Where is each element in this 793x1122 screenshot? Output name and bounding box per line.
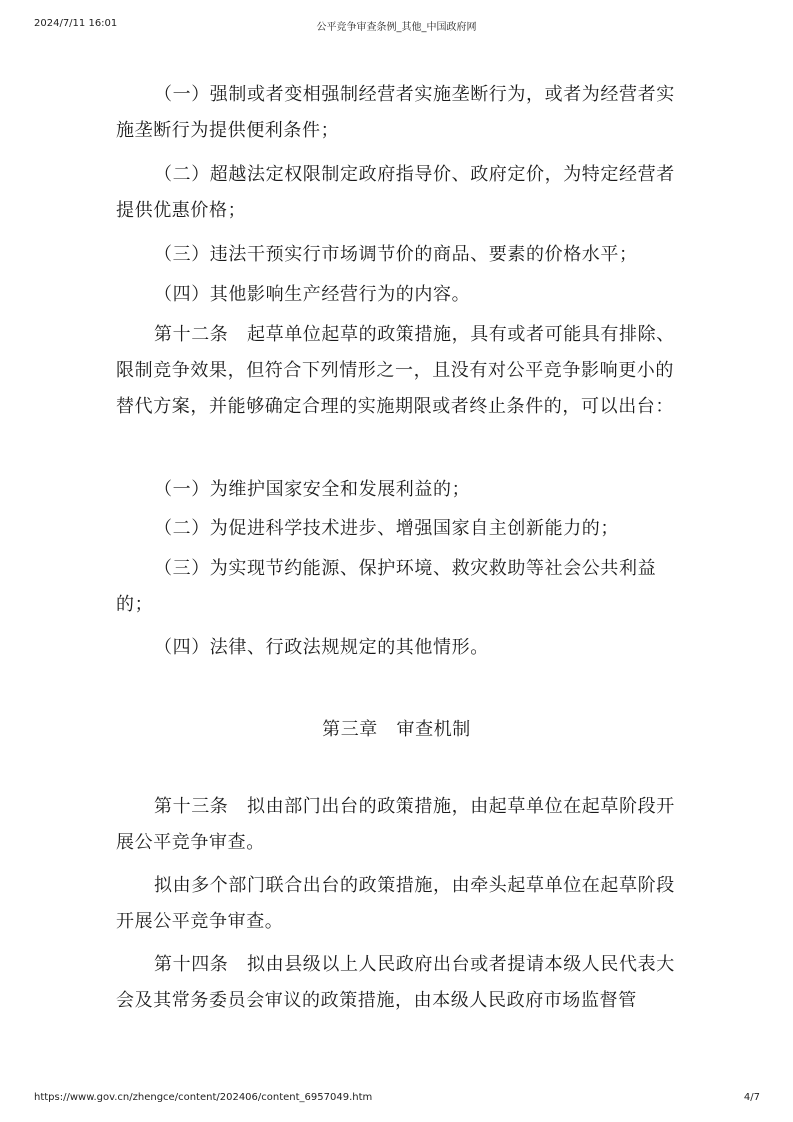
paragraph-item-4: （四）其他影响生产经营行为的内容。	[154, 284, 471, 305]
chapter-heading: 第三章 审查机制	[322, 719, 471, 740]
page-number: 4/7	[743, 1092, 760, 1103]
article-13: 第十三条 拟由部门出台的政策措施，由起草单位在起草阶段开展公平竞争审查。	[116, 796, 675, 853]
paragraph-item-3: （三）违法干预实行市场调节价的商品、要素的价格水平；	[154, 244, 638, 265]
print-datetime: 2024/7/11 16:01	[34, 18, 118, 29]
article-14: 第十四条 拟由县级以上人民政府出台或者提请本级人民代表大会及其常务委员会审议的政策措施，由本级人民政府市场监督管	[116, 954, 675, 1011]
article-13-paragraph-2: 拟由多个部门联合出台的政策措施，由牵头起草单位在起草阶段开展公平竞争审查。	[116, 875, 675, 932]
page-title: 公平竞争审查条例_其他_中国政府网	[316, 22, 477, 33]
page-url: https://www.gov.cn/zhengce/content/202406/content_6957049.htm	[34, 1092, 373, 1103]
paragraph-case-2: （二）为促进科学技术进步、增强国家自主创新能力的；	[154, 518, 619, 539]
paragraph-case-3: （三）为实现节约能源、保护环境、救灾救助等社会公共利益的；	[116, 558, 657, 615]
article-12: 第十二条 起草单位起草的政策措施，具有或者可能具有排除、限制竞争效果，但符合下列情形之一，且没有对公平竞争影响更小的替代方案，并能够确定合理的实施期限或者终止条件的，可以出台：	[116, 324, 675, 417]
paragraph-item-1: （一）强制或者变相强制经营者实施垄断行为，或者为经营者实施垄断行为提供便利条件；	[116, 84, 675, 141]
paragraph-item-2: （二）超越法定权限制定政府指导价、政府定价，为特定经营者提供优惠价格；	[116, 164, 675, 221]
paragraph-case-4: （四）法律、行政法规规定的其他情形。	[154, 637, 489, 658]
paragraph-case-1: （一）为维护国家安全和发展利益的；	[154, 479, 471, 500]
